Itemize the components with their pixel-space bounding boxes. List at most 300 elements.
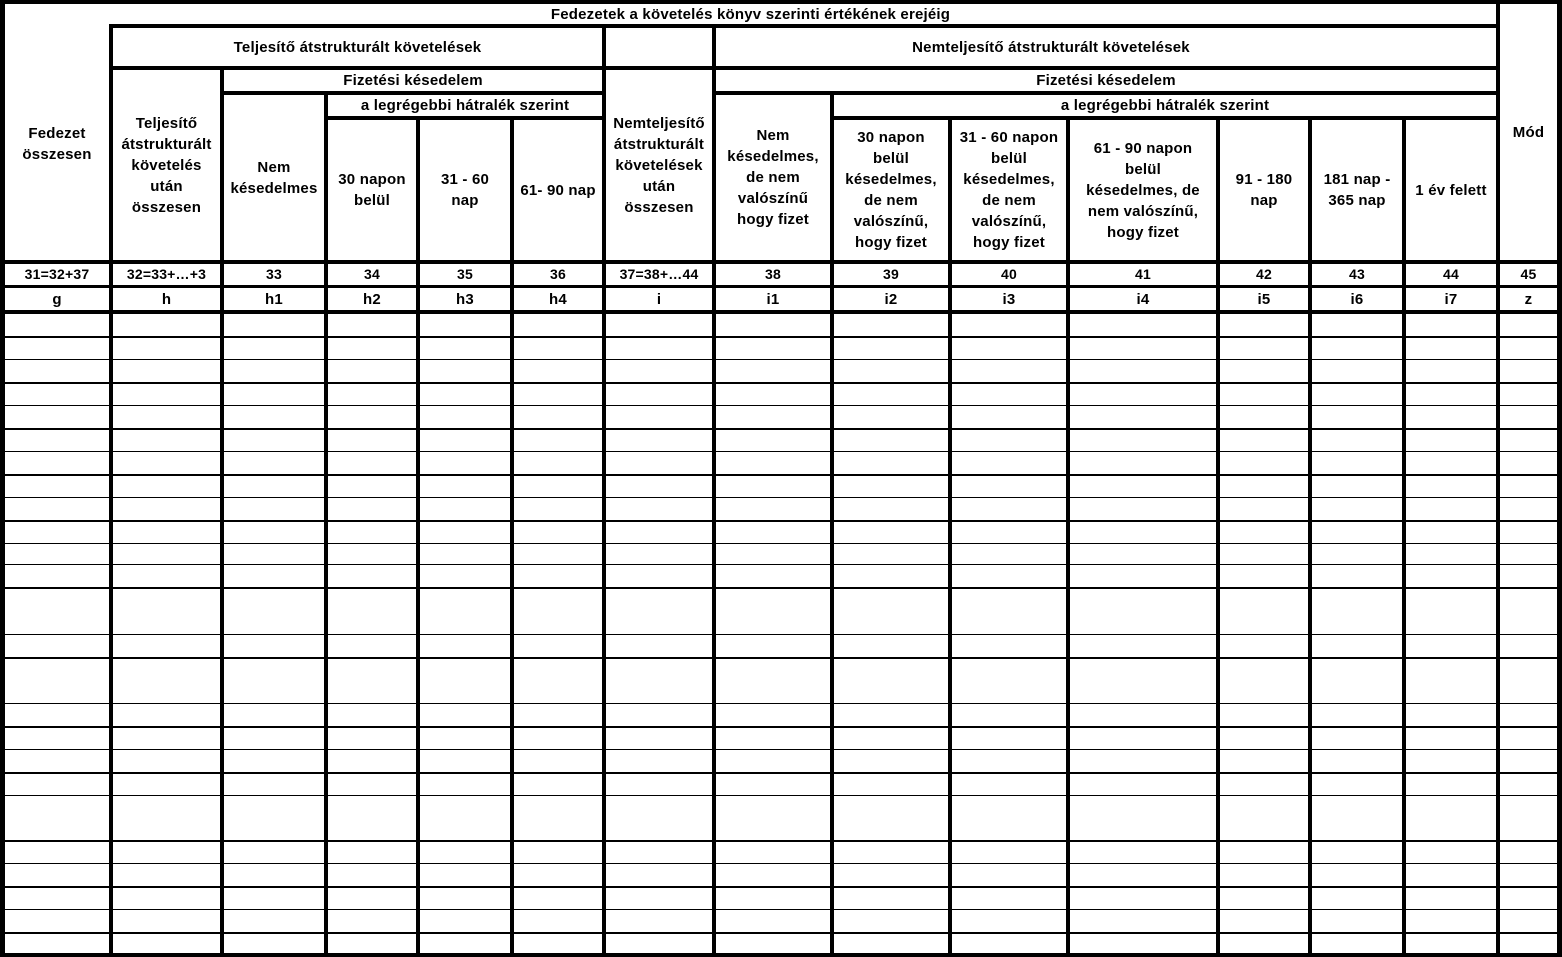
data-cell [716,338,830,359]
data-cell [1500,522,1557,543]
data-cell [1406,384,1496,405]
data-cell [1406,704,1496,726]
data-cell [113,934,220,953]
data-cell [952,338,1066,359]
data-cell [5,659,109,703]
data-cell [606,864,712,886]
data-cell [514,544,602,564]
data-cell [716,589,830,634]
data-cell [514,476,602,497]
data-cell [328,384,416,405]
data-cell [1500,774,1557,795]
data-cell [420,498,510,520]
data-cell [1312,589,1402,634]
data-cell [1406,522,1496,543]
column-number-12: 42 [1256,266,1272,282]
data-cell [514,452,602,474]
data-cell [113,384,220,405]
data-cell [224,910,324,932]
data-cell [952,842,1066,863]
data-cell [716,934,830,953]
data-cell [1070,750,1216,772]
data-cell [1406,910,1496,932]
data-cell [1070,888,1216,909]
data-cell [5,774,109,795]
data-cell [606,774,712,795]
data-cell [420,452,510,474]
data-cell [606,659,712,703]
data-cell [716,774,830,795]
data-cell [1406,476,1496,497]
data-cell [1220,384,1308,405]
data-cell [420,544,510,564]
data-cell [952,774,1066,795]
data-cell [224,864,324,886]
data-cell [224,565,324,587]
data-cell [952,384,1066,405]
data-cell [952,406,1066,428]
column-number-3: 33 [266,266,282,282]
data-cell [952,910,1066,932]
data-cell [834,796,948,840]
data-cell [328,589,416,634]
data-cell [1500,864,1557,886]
column-number-15: 45 [1520,266,1537,282]
data-cell [328,774,416,795]
column-number-4: 34 [364,266,380,282]
data-cell [224,406,324,428]
data-cell [514,659,602,703]
data-cell [1070,565,1216,587]
column-number-6: 36 [550,266,566,282]
data-cell [1500,338,1557,359]
data-cell [1312,728,1402,749]
i7-header: 1 év felett [1415,181,1487,199]
column-code-h4: h4 [549,290,567,308]
h4-header: 61- 90 nap [520,181,596,199]
data-cell [952,635,1066,657]
data-cell [952,360,1066,382]
data-cell [5,750,109,772]
data-cell [514,635,602,657]
data-cell [420,910,510,932]
data-cell [328,842,416,863]
data-cell [1220,406,1308,428]
data-cell [1406,635,1496,657]
data-cell [420,796,510,840]
data-cell [1070,338,1216,359]
column-number-5: 35 [457,266,473,282]
column-code-i4: i4 [1136,290,1150,308]
data-cell [1312,565,1402,587]
data-cell [1312,864,1402,886]
data-cell [834,452,948,474]
data-cell [952,728,1066,749]
data-cell [514,910,602,932]
data-cell [5,934,109,953]
data-cell [716,864,830,886]
data-cell [1220,635,1308,657]
data-cell [328,910,416,932]
bottom-border [0,953,1562,957]
data-cell [5,910,109,932]
data-cell [514,430,602,451]
data-cell [1406,430,1496,451]
data-cell [834,910,948,932]
data-cell [5,498,109,520]
data-cell [5,728,109,749]
data-cell [1070,704,1216,726]
data-cell [1500,934,1557,953]
data-cell [1406,544,1496,564]
data-cell [328,544,416,564]
i6-header: 181 nap - 365 nap [1323,171,1391,209]
data-cell [328,796,416,840]
data-cell [5,704,109,726]
top-title: Fedezetek a követelés könyv szerinti értékének erejéig [550,5,951,23]
fizetesi-kesedelem-i: Fizetési késedelem [1036,72,1176,89]
column-number-10: 40 [1001,266,1017,282]
data-cell [1406,565,1496,587]
data-cell [834,430,948,451]
data-cell [834,589,948,634]
data-cell [716,659,830,703]
data-cell [834,659,948,703]
data-cell [5,314,109,336]
data-cell [1406,796,1496,840]
data-cell [716,430,830,451]
data-cell [606,498,712,520]
data-cell [834,338,948,359]
data-cell [420,659,510,703]
data-cell [420,728,510,749]
data-cell [834,476,948,497]
data-cell [1312,498,1402,520]
data-cell [514,796,602,840]
data-cell [1406,659,1496,703]
mod-header: Mód [1512,123,1545,141]
data-cell [328,430,416,451]
data-cell [328,522,416,543]
data-cell [952,452,1066,474]
column-code-h3: h3 [456,290,474,308]
data-cell [113,430,220,451]
column-code-i5: i5 [1257,290,1271,308]
data-cell [224,934,324,953]
data-cell [224,338,324,359]
data-cell [328,704,416,726]
data-cell [1406,589,1496,634]
data-cell [1070,774,1216,795]
data-cell [1070,910,1216,932]
data-cell [1220,544,1308,564]
data-cell [834,774,948,795]
data-cell [5,476,109,497]
nem-kesedelmes-h1: Nem késedelmes [230,158,318,197]
data-cell [328,888,416,909]
data-cell [328,476,416,497]
data-cell [1500,544,1557,564]
data-cell [834,864,948,886]
data-cell [834,750,948,772]
column-code-i6: i6 [1350,290,1364,308]
data-cell [1406,934,1496,953]
data-cell [328,659,416,703]
data-cell [1500,406,1557,428]
column-number-14: 44 [1443,266,1459,282]
data-cell [1500,910,1557,932]
data-cell [420,338,510,359]
data-cell [834,934,948,953]
data-cell [1312,750,1402,772]
data-cell [1312,452,1402,474]
data-cell [1406,750,1496,772]
data-cell [952,544,1066,564]
data-cell [1070,384,1216,405]
data-cell [1070,430,1216,451]
data-cell [224,796,324,840]
data-cell [224,659,324,703]
fizetesi-kesedelem-h: Fizetési késedelem [343,72,483,89]
column-code-i7: i7 [1444,290,1458,308]
data-cell [606,565,712,587]
data-cell [224,728,324,749]
teljesito-group-header: Teljesítő átstrukturált követelések [233,38,482,56]
data-cell [1312,704,1402,726]
data-cell [1220,910,1308,932]
data-cell [1500,888,1557,909]
data-cell [952,476,1066,497]
data-cell [1070,635,1216,657]
data-cell [420,384,510,405]
column-code-i2: i2 [884,290,898,308]
data-cell [606,589,712,634]
data-cell [420,934,510,953]
data-cell [606,796,712,840]
i1-header: Nem késedelmes, de nem valószínű hogy fizet [727,127,819,228]
data-cell [514,565,602,587]
data-cell [113,910,220,932]
data-cell [1220,750,1308,772]
data-cell [420,360,510,382]
data-cell [514,360,602,382]
column-code-i3: i3 [1002,290,1016,308]
data-cell [952,430,1066,451]
data-cell [1500,314,1557,336]
data-cell [952,589,1066,634]
data-cell [952,796,1066,840]
data-cell [113,338,220,359]
data-cell [113,544,220,564]
data-cell [1500,384,1557,405]
data-cell [420,589,510,634]
data-cell [514,384,602,405]
data-cell [113,774,220,795]
data-cell [716,842,830,863]
data-cell [328,565,416,587]
data-cell [1312,406,1402,428]
data-cell [514,864,602,886]
data-cell [606,544,712,564]
data-cell [224,589,324,634]
data-cell [328,750,416,772]
data-cell [1500,750,1557,772]
data-cell [1220,522,1308,543]
data-cell [1312,934,1402,953]
data-cell [1500,565,1557,587]
data-cell [716,704,830,726]
data-cell [606,910,712,932]
data-cell [1070,360,1216,382]
data-cell [328,360,416,382]
legregebbi-hatralek-i: a legrégebbi hátralék szerint [1060,97,1270,114]
data-cell [952,750,1066,772]
data-cell [952,522,1066,543]
data-cell [716,498,830,520]
data-cell [1070,864,1216,886]
data-cell [5,842,109,863]
data-cell [5,565,109,587]
data-cell [420,864,510,886]
data-cell [5,888,109,909]
data-cell [1500,452,1557,474]
data-cell [1070,659,1216,703]
data-cell [952,659,1066,703]
data-cell [113,704,220,726]
data-cell [113,659,220,703]
column-code-h: h [161,290,172,308]
data-cell [1070,934,1216,953]
data-cell [224,314,324,336]
data-cell [1406,360,1496,382]
data-cell [1070,842,1216,863]
data-cell [716,522,830,543]
data-cell [952,314,1066,336]
i5-header: 91 - 180 nap [1235,171,1293,209]
data-cell [1312,635,1402,657]
data-cell [328,864,416,886]
data-cell [113,452,220,474]
data-cell [834,888,948,909]
data-cell [420,476,510,497]
data-cell [952,864,1066,886]
data-cell [834,728,948,749]
data-cell [514,338,602,359]
column-code-g: g [52,290,62,308]
fedezet-osszesen-header: Fedezet összesen [22,125,92,163]
data-cell [328,498,416,520]
data-cell [514,728,602,749]
data-cell [1406,338,1496,359]
data-cell [514,750,602,772]
data-cell [834,498,948,520]
data-cell [1220,476,1308,497]
legregebbi-hatralek-h: a legrégebbi hátralék szerint [360,97,570,114]
data-cell [1220,338,1308,359]
data-cell [328,338,416,359]
data-cell [1070,452,1216,474]
column-number-1: 31=32+37 [24,266,90,282]
data-cell [514,498,602,520]
data-cell [328,934,416,953]
data-cell [834,360,948,382]
data-cell [716,635,830,657]
data-cell [716,314,830,336]
data-cell [1312,338,1402,359]
data-cell [606,728,712,749]
data-cell [514,888,602,909]
data-cell [5,522,109,543]
data-cell [834,842,948,863]
data-cell [1312,544,1402,564]
data-cell [716,910,830,932]
data-cell [420,750,510,772]
data-cell [1406,498,1496,520]
data-cell [113,888,220,909]
data-cell [952,888,1066,909]
data-cell [514,522,602,543]
data-cell [834,565,948,587]
data-cell [606,934,712,953]
data-cell [1500,842,1557,863]
data-cell [224,430,324,451]
i2-header: 30 napon belül késedelmes, de nem valószínű, hogy fizet [845,129,937,251]
data-cell [224,704,324,726]
data-cell [1220,842,1308,863]
data-cell [420,314,510,336]
data-cell [514,704,602,726]
data-cell [1406,888,1496,909]
data-cell [224,774,324,795]
data-cell [1406,774,1496,795]
data-cell [1312,360,1402,382]
data-cell [1220,314,1308,336]
data-cell [1312,522,1402,543]
data-cell [514,842,602,863]
data-cell [1406,406,1496,428]
i3-header: 31 - 60 napon belül késedelmes, de nem valószínű, hogy fizet [959,129,1059,251]
data-cell [420,565,510,587]
data-cell [1312,774,1402,795]
data-cell [224,522,324,543]
nemteljesito-group-header: Nemteljesítő átstrukturált követelések [912,38,1190,56]
data-cell [606,314,712,336]
data-cell [606,635,712,657]
data-cell [1406,452,1496,474]
column-number-2: 32=33+…+3 [126,266,207,282]
data-cell [716,360,830,382]
data-cell [113,498,220,520]
data-cell [224,384,324,405]
data-cell [1070,544,1216,564]
data-cell [834,522,948,543]
data-cell [113,476,220,497]
data-cell [5,338,109,359]
data-cell [716,565,830,587]
data-cell [1312,314,1402,336]
column-code-i: i [656,290,662,308]
data-cell [1220,589,1308,634]
data-cell [1500,659,1557,703]
data-cell [1070,406,1216,428]
column-number-7: 37=38+…44 [619,266,699,282]
data-cell [1070,522,1216,543]
data-cell [420,842,510,863]
data-cell [606,360,712,382]
data-cell [606,338,712,359]
data-cell [113,635,220,657]
data-cell [952,934,1066,953]
